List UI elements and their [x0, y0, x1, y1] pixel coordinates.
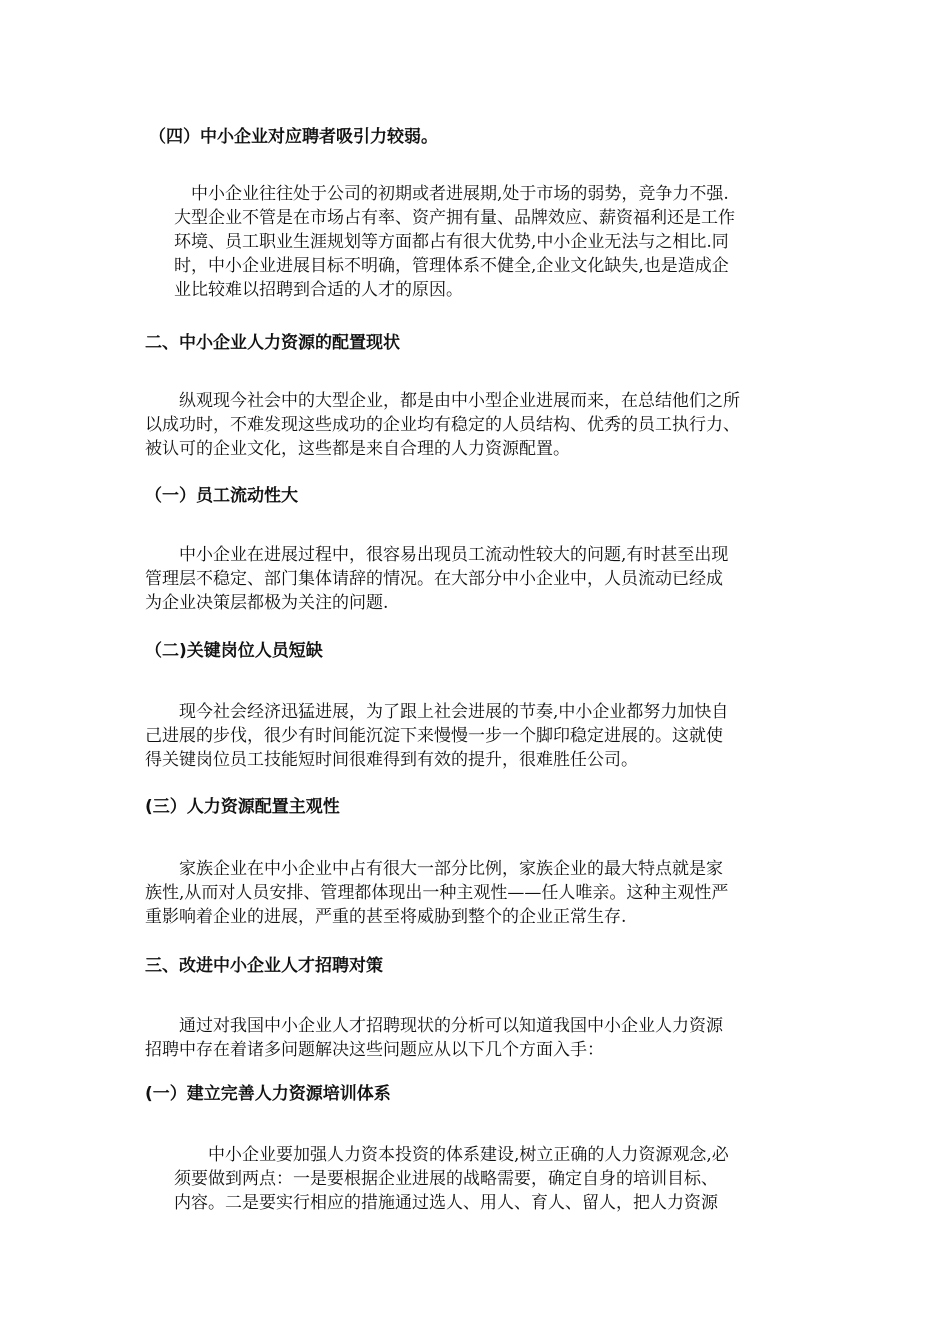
section-heading: （二)关键岗位人员短缺: [145, 641, 323, 661]
body-paragraph: [145, 857, 810, 929]
paragraph-line: 内容。二是要实行相应的措施通过选人、用人、育人、留人，把人力资源: [174, 1193, 718, 1213]
paragraph-line: 招聘中存在着诸多问题解决这些问题应从以下几个方面入手：: [145, 1040, 604, 1060]
paragraph-line: 以成功时，不难发现这些成功的企业均有稳定的人员结构、优秀的员工执行力、: [145, 415, 740, 435]
body-paragraph: [145, 700, 810, 772]
paragraph-line: 现今社会经济迅猛进展，为了跟上社会进展的节奏,中小企业都努力加快自: [145, 702, 729, 722]
section-heading: （一）员工流动性大: [145, 486, 298, 506]
paragraph-line: 环境、员工职业生涯规划等方面都占有很大优势,中小企业无法与之相比.同: [174, 232, 729, 252]
paragraph-line: 己进展的步伐，很少有时间能沉淀下来慢慢一步一个脚印稳定进展的。这就使: [145, 726, 723, 746]
paragraph-line: 时，中小企业进展目标不明确，管理体系不健全,企业文化缺失,也是造成企: [174, 256, 729, 276]
body-paragraph: [145, 389, 817, 461]
section-heading: (三）人力资源配置主观性: [145, 797, 340, 817]
paragraph-line: 为企业决策层都极为关注的问题.: [145, 593, 389, 613]
paragraph-line: 中小企业往往处于公司的初期或者进展期,处于市场的弱势，竞争力不强.: [174, 184, 729, 204]
paragraph-line: 族性,从而对人员安排、管理都体现出一种主观性——任人唯亲。这种主观性严: [145, 883, 729, 903]
paragraph-line: 大型企业不管是在市场占有率、资产拥有量、品牌效应、薪资福利还是工作: [174, 208, 735, 228]
section-heading: 三、改进中小企业人才招聘对策: [145, 956, 383, 976]
section-heading: 二、中小企业人力资源的配置现状: [145, 333, 400, 353]
paragraph-line: 中小企业在进展过程中，很容易出现员工流动性较大的问题,有时甚至出现: [145, 545, 729, 565]
section-heading: (一）建立完善人力资源培训体系: [145, 1084, 391, 1104]
section-heading: （四）中小企业对应聘者吸引力较弱。: [149, 127, 438, 147]
paragraph-line: 被认可的企业文化，这些都是来自合理的人力资源配置。: [145, 439, 570, 459]
paragraph-line: 家族企业在中小企业中占有很大一部分比例，家族企业的最大特点就是家: [145, 859, 723, 879]
paragraph-line: 重影响着企业的进展，严重的甚至将威胁到整个的企业正常生存.: [145, 907, 627, 927]
paragraph-line: 通过对我国中小企业人才招聘现状的分析可以知道我国中小企业人力资源: [145, 1016, 723, 1036]
paragraph-line: 须要做到两点：一是要根据企业进展的战略需要，确定自身的培训目标、: [174, 1169, 718, 1189]
paragraph-line: 中小企业要加强人力资本投资的体系建设,树立正确的人力资源观念,必: [174, 1145, 729, 1165]
body-paragraph: [145, 1014, 810, 1062]
paragraph-line: 纵观现今社会中的大型企业，都是由中小型企业进展而来，在总结他们之所: [145, 391, 740, 411]
paragraph-line: 业比较难以招聘到合适的人才的原因。: [174, 280, 463, 300]
body-paragraph: [174, 182, 804, 302]
body-paragraph: [145, 543, 810, 615]
paragraph-line: 管理层不稳定、部门集体请辞的情况。在大部分中小企业中，人员流动已经成: [145, 569, 723, 589]
paragraph-line: 得关键岗位员工技能短时间很难得到有效的提升，很难胜任公司。: [145, 750, 638, 770]
body-paragraph: [174, 1143, 808, 1215]
